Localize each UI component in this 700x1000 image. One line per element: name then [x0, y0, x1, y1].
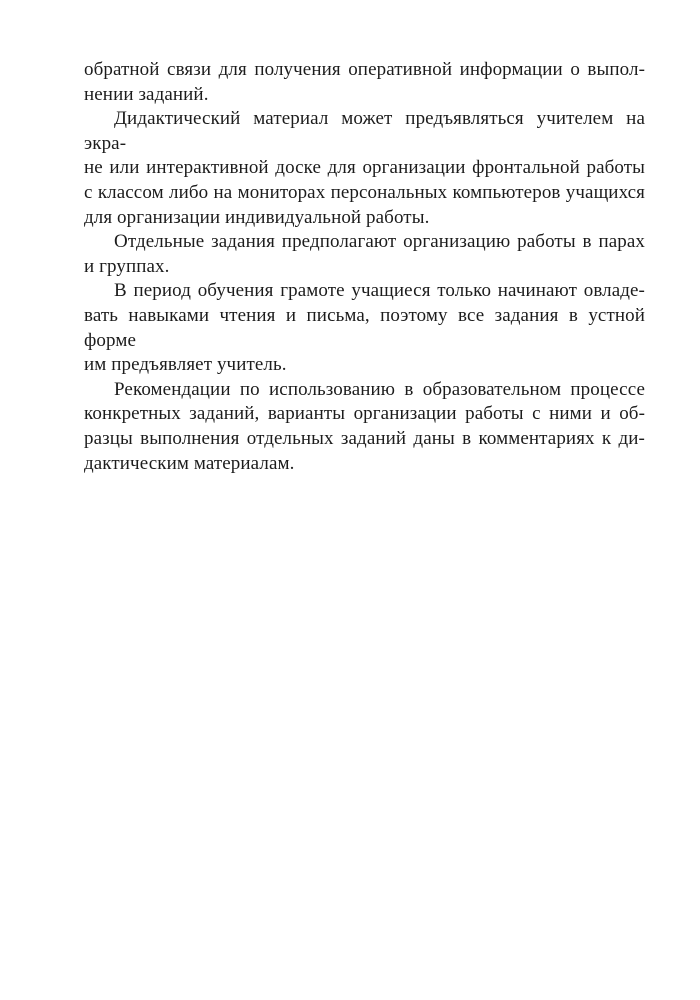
text-line: нении заданий.: [84, 83, 209, 105]
text-line: и группах.: [84, 255, 170, 277]
text-line: Дидактический материал может предъявляться учителем на экра-: [84, 108, 645, 154]
text-line: Рекомендации по использованию в образовательном процессе: [114, 378, 645, 400]
text-line: с классом либо на мониторах персональных компьютеров учащихся: [84, 181, 645, 203]
text-line: Отдельные задания предполагают организацию работы в парах: [114, 231, 645, 253]
text-line: В период обучения грамоте учащиеся только начинают овладе-: [114, 280, 645, 302]
text-line: разцы выполнения отдельных заданий даны в комментариях к ди-: [84, 427, 645, 449]
text-line: дактическим материалам.: [84, 452, 295, 474]
text-line: не или интерактивной доске для организации фронтальной работы: [84, 157, 645, 179]
text-line: конкретных заданий, варианты организации работы с ними и об-: [84, 403, 645, 425]
text-line: обратной связи для получения оперативной информации о выпол-: [84, 59, 645, 80]
text-line: для организации индивидуальной работы.: [84, 206, 430, 228]
text-block: [84, 58, 645, 476]
text-line: вать навыками чтения и письма, поэтому все задания в устной форме: [84, 304, 645, 351]
text-line: им предъявляет учитель.: [84, 354, 287, 376]
